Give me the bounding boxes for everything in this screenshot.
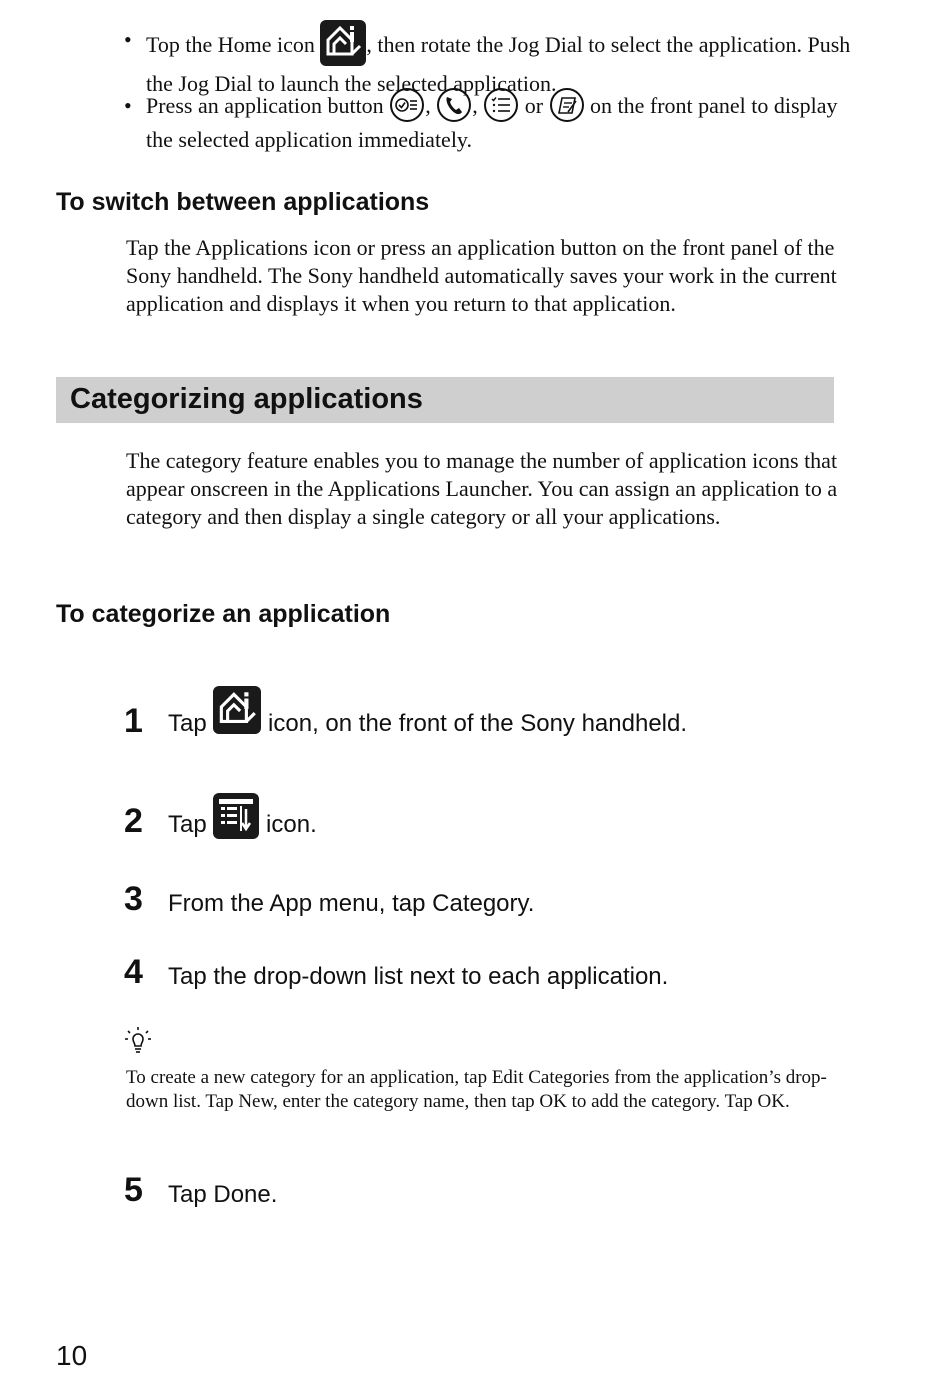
bullet-text-prefix: Press an application button (146, 93, 384, 119)
section-body: Tap the Applications icon or press an application button on the front panel of the Sony handheld. The Sony handheld automatically saves your work in the current application and displays it when you return to that application. (126, 235, 837, 316)
step-text-pre: Tap (168, 811, 207, 838)
home-icon (213, 686, 261, 734)
step-number: 5 (124, 1171, 143, 1209)
bullet-marker: • (124, 93, 132, 118)
section-body: The category feature enables you to manage the number of application icons that appear onscreen in the Applications Launcher. You can assign an application to a category and then display a single category or all your applications. (126, 448, 838, 529)
banner-title: Categorizing applications (70, 383, 423, 415)
page-number: 10 (56, 1340, 88, 1371)
step-text-post: icon. (266, 811, 317, 838)
step-text (168, 793, 317, 839)
bullet-marker: • (124, 27, 132, 52)
bullet-text-suffix: on the front panel to display the selected application immediately. (146, 93, 838, 152)
menu-icon (213, 793, 259, 839)
step-number: 4 (124, 953, 143, 991)
todo-list-button-icon (483, 87, 519, 123)
step-text: Tap Done. (168, 1181, 278, 1208)
tip-text: To create a new category for an application, tap Edit Categories from the application’s drop-down list. Tap New, enter the category name, then tap OK to add the category. Tap OK. (126, 1067, 827, 1112)
step-text: Tap the drop-down list next to each application. (168, 963, 669, 990)
bullet-item (146, 90, 866, 154)
step-text: From the App menu, tap Category. (168, 890, 535, 917)
procedure-heading: To categorize an application (56, 600, 391, 628)
section-banner (56, 377, 834, 423)
step-number: 2 (124, 802, 143, 840)
lightbulb-tip-icon (124, 1026, 152, 1061)
bullet-text-suffix: , then rotate the Jog Dial to select the application. Push the Jog Dial to launch the selected application. (146, 32, 851, 96)
bullet-text-prefix: Top the Home icon (146, 32, 315, 58)
step-number: 3 (124, 880, 143, 918)
phone-button-icon (436, 87, 472, 123)
step-number: 1 (124, 702, 143, 740)
section-heading: To switch between applications (56, 188, 430, 216)
separator: or (524, 93, 544, 119)
home-icon (320, 20, 366, 66)
separator: , (472, 93, 478, 119)
memo-button-icon (549, 87, 585, 123)
step-text (168, 686, 688, 737)
separator: , (425, 93, 431, 119)
step-text-pre: Tap (168, 710, 207, 737)
step-text-post: icon, on the front of the Sony handheld. (268, 710, 688, 737)
datebook-button-icon (389, 87, 425, 123)
